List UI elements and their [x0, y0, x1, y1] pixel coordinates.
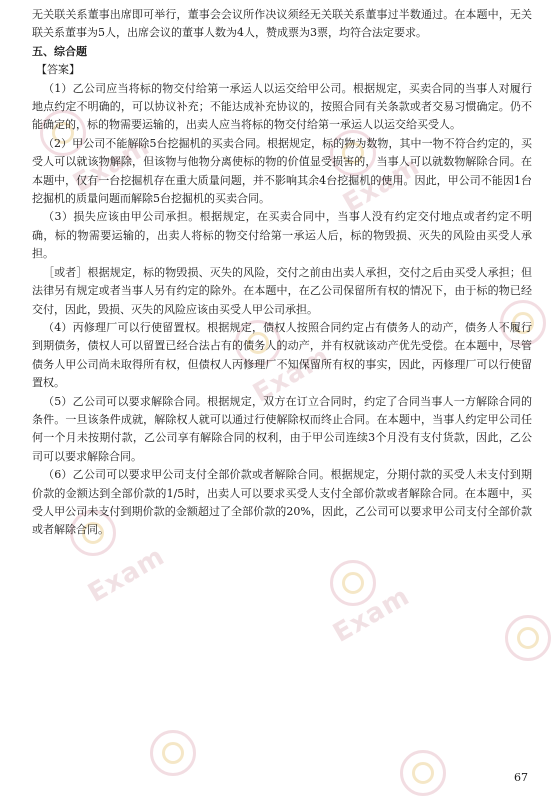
- watermark-text: Exam: [338, 151, 426, 219]
- page-number: 67: [514, 771, 528, 784]
- paragraph-continuation: 无关联关系董事出席即可举行，董事会会议所作决议须经无关联关系董事过半数通过。在本题中，无关联关系董事为5人，出席会议的董事人数为4人，赞成票为3票，均符合法定要求。: [32, 8, 532, 40]
- watermark-logo-icon: [505, 615, 551, 661]
- answer-paragraph-1: （1）乙公司应当将标的物交付给第一承运人以运交给甲公司。根据规定，买卖合同的当事人对履行地点约定不明确的，可以协议补充；不能达成补充协议的，按照合同有关条款或者交易习惯确定。仍不能确定的，标的物需要运输的，出卖人应当将标的物交付给第一承运人以运交给买受人。: [32, 81, 532, 132]
- answer-paragraph-4: （4）丙修理厂可以行使留置权。根据规定，债权人按照合同约定占有债务人的动产，债务人不履行到期债务，债权人可以留置已经合法占有的债务人的动产，并有权就该动产优先受偿。在本题中，尽管债务人甲公司尚未取得所有权，但债权人丙修理厂不知保留所有权的事实，因此，丙修理厂可以行使留置权。: [32, 320, 532, 390]
- answer-paragraph-3: （3）损失应该由甲公司承担。根据规定，在买卖合同中，当事人没有约定交付地点或者约定不明确，标的物需要运输的，出卖人将标的物交付给第一承运人后，标的物毁损、灭失的风险由买受人承担。: [32, 210, 532, 261]
- section-heading: 五、综合题: [32, 44, 87, 58]
- watermark-logo-icon: [330, 560, 376, 606]
- watermark-logo-icon: [400, 750, 446, 796]
- document-body: [32, 6, 532, 540]
- watermark-text: Exam: [83, 541, 171, 609]
- watermark-logo-icon: [150, 730, 196, 776]
- watermark-text: Exam: [68, 131, 156, 199]
- answer-paragraph-6: （6）乙公司可以要求甲公司支付全部价款或者解除合同。根据规定，分期付款的买受人未支付到期价款的金额达到全部价款的1/5时，出卖人可以要求买受人支付全部价款或者解除合同。在本题中，买受人甲公司未支付到期价款的金额超过了全部价款的20%，因此，乙公司可以要求甲公司支付全部价款或者解除合同。: [32, 468, 532, 537]
- answer-paragraph-3-alt: ［或者］根据规定，标的物毁损、灭失的风险，交付之前由出卖人承担，交付之后由买受人承担；但法律另有规定或者当事人另有约定的除外。在本题中，在乙公司保留所有权的情况下，由于标的物已经交付，因此，毁损、灭失的风险应该由买受人甲公司承担。: [32, 265, 532, 316]
- watermark-text: Exam: [328, 581, 416, 649]
- answer-paragraph-2: （2）甲公司不能解除5台挖掘机的买卖合同。根据规定，标的物为数物，其中一物不符合约定的，买受人可以就该物解除，但该物与他物分离使标的物的价值显受损害的，当事人可以就数物解除合同。在本题中，仅有一台挖掘机存在重大质量问题，并不影响其余4台挖掘机的使用。因此，甲公司不能因1台挖掘机的质量问题而解除5台挖掘机的买卖合同。: [32, 136, 532, 206]
- answer-paragraph-5: （5）乙公司可以要求解除合同。根据规定，双方在订立合同时，约定了合同当事人一方解除合同的条件。一旦该条件成就，解除权人就可以通过行使解除权而终止合同。在本题中，当事人约定甲公司任何一个月未按期付款，乙公司享有解除合同的权利，由于甲公司连续3个月没有支付货款，因此，乙公司可以要求解除合同。: [32, 394, 532, 463]
- answer-label: 【答案】: [36, 63, 80, 77]
- watermark-text: Exam: [248, 341, 336, 409]
